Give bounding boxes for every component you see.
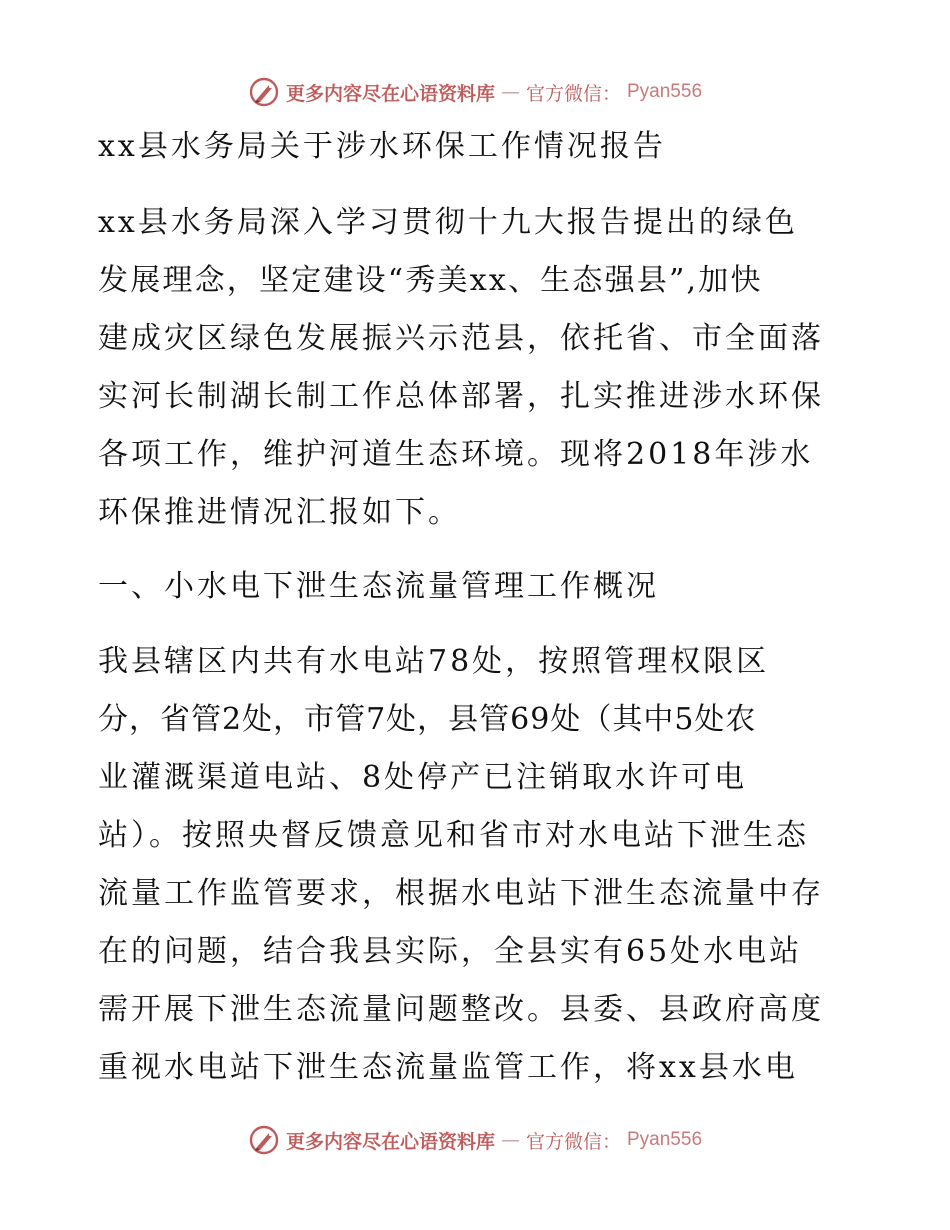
paragraph-line: 在的问题，结合我县实际，全县实有65处水电站: [98, 934, 803, 969]
paragraph-line: 分，省管2处，市管7处，县管69处（其中5处农: [98, 702, 757, 737]
watermark-header: [0, 72, 950, 112]
watermark-dash: —: [500, 1129, 520, 1151]
paragraph-line: 重视水电站下泄生态流量监管工作，将xx县水电: [98, 1050, 798, 1085]
paragraph-line: 发展理念，坚定建设“秀美xx、生态强县”,加快: [98, 263, 763, 298]
document-title: xx县水务局关于涉水环保工作情况报告: [98, 129, 666, 164]
pen-logo-icon: [248, 76, 280, 108]
paragraph-line: 实河长制湖长制工作总体部署，扎实推进涉水环保: [98, 379, 824, 414]
watermark-wechat-label: 官方微信：: [525, 82, 621, 105]
watermark-slogan: 更多内容尽在心语资料库: [285, 82, 495, 105]
paragraph-line: 环保推进情况汇报如下。: [98, 495, 461, 530]
section-heading: 一、小水电下泄生态流量管理工作概况: [98, 569, 659, 604]
watermark-slogan: 更多内容尽在心语资料库: [285, 1130, 495, 1153]
paragraph-line: 流量工作监管要求，根据水电站下泄生态流量中存: [98, 876, 824, 911]
watermark-wechat-label: 官方微信：: [525, 1130, 621, 1153]
paragraph-line: 各项工作，维护河道生态环境。现将2018年涉水: [98, 437, 814, 472]
paragraph-line: 站）。按照央督反馈意见和省市对水电站下泄生态: [98, 818, 809, 853]
paragraph-line: 我县辖区内共有水电站78处，按照管理权限区: [98, 644, 770, 679]
watermark-dash: —: [500, 81, 520, 103]
paragraph-line: 需开展下泄生态流量问题整改。县委、县政府高度: [98, 992, 824, 1027]
paragraph-line: 业灌溉渠道电站、8处停产已注销取水许可电: [98, 760, 748, 795]
paragraph-line: 建成灾区绿色发展振兴示范县，依托省、市全面落: [98, 321, 824, 356]
watermark-wechat-id: Pyan556: [627, 1129, 703, 1150]
pen-logo-icon: [248, 1124, 280, 1156]
watermark-footer: [0, 1120, 950, 1160]
paragraph-line: xx县水务局深入学习贯彻十九大报告提出的绿色: [98, 205, 798, 240]
watermark-wechat-id: Pyan556: [627, 81, 703, 102]
